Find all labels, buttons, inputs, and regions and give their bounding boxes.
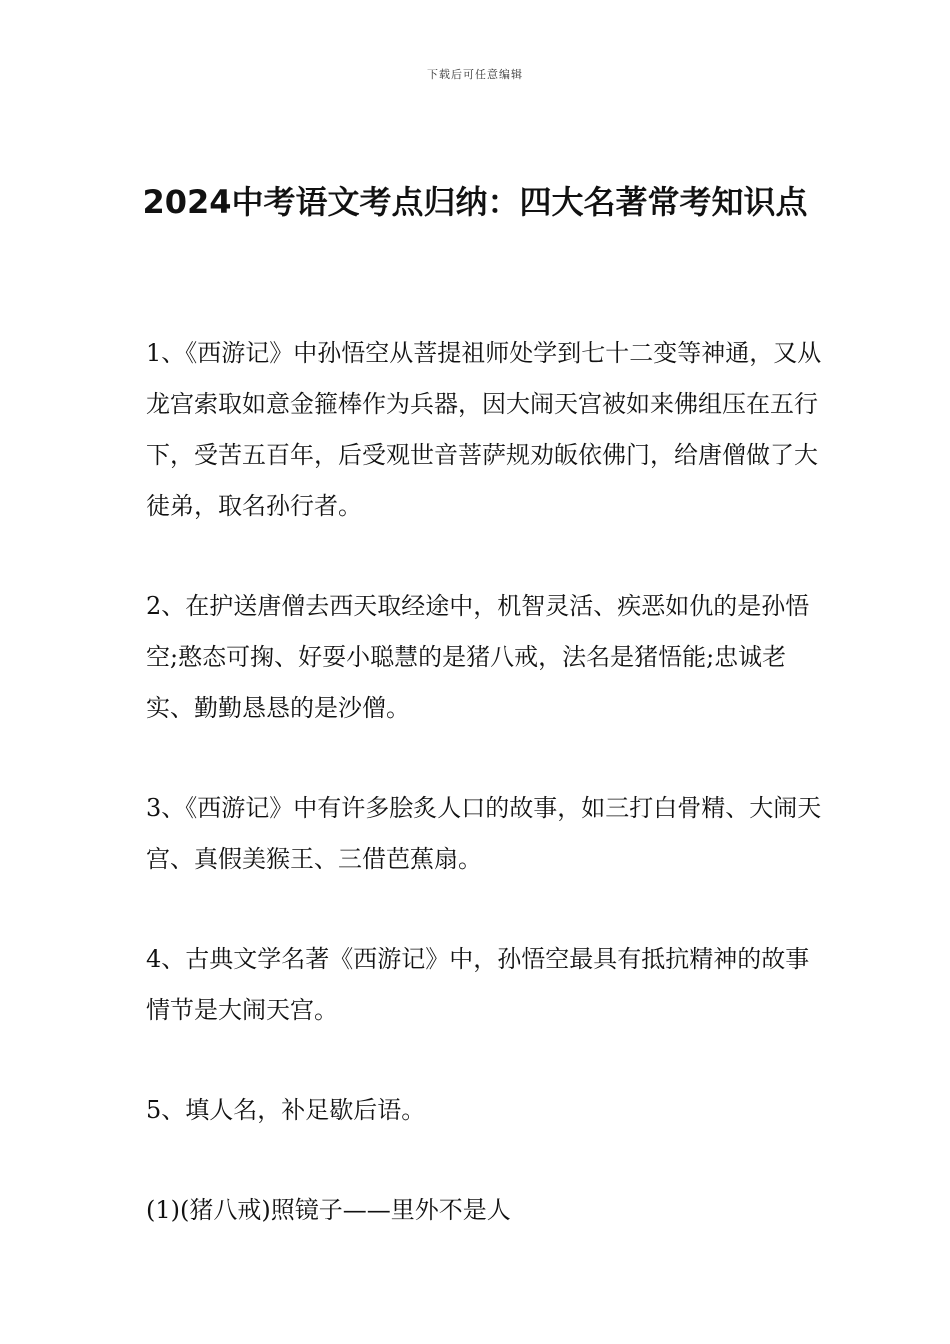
header-note: 下载后可任意编辑 (427, 68, 523, 81)
document-body (146, 328, 832, 1285)
paragraph-4: 4、古典文学名著《西游记》中，孙悟空最具有抵抗精神的故事情节是大闹天宫。 (146, 945, 810, 1024)
paragraph-3: 3、《西游记》中有许多脍炙人口的故事，如三打白骨精、大闹天宫、真假美猴王、三借芭蕉扇。 (146, 794, 822, 873)
paragraph-6: (1)(猪八戒)照镜子——里外不是人 (146, 1196, 511, 1224)
paragraph-1: 1、《西游记》中孙悟空从菩提祖师处学到七十二变等神通，又从龙宫索取如意金箍棒作为兵器，因大闹天宫被如来佛组压在五行下，受苦五百年，后受观世音菩萨规劝皈依佛门，给唐僧做了大徒弟，取名孙行者。 (146, 339, 822, 520)
paragraph-5: 5、填人名，补足歇后语。 (146, 1096, 426, 1124)
document-title: 2024中考语文考点归纳：四大名著常考知识点 (142, 183, 808, 221)
paragraph-2: 2、在护送唐僧去西天取经途中，机智灵活、疾恶如仇的是孙悟空;憨态可掬、好耍小聪慧的是猪八戒，法名是猪悟能;忠诚老实、勤勤恳恳的是沙僧。 (146, 592, 810, 722)
